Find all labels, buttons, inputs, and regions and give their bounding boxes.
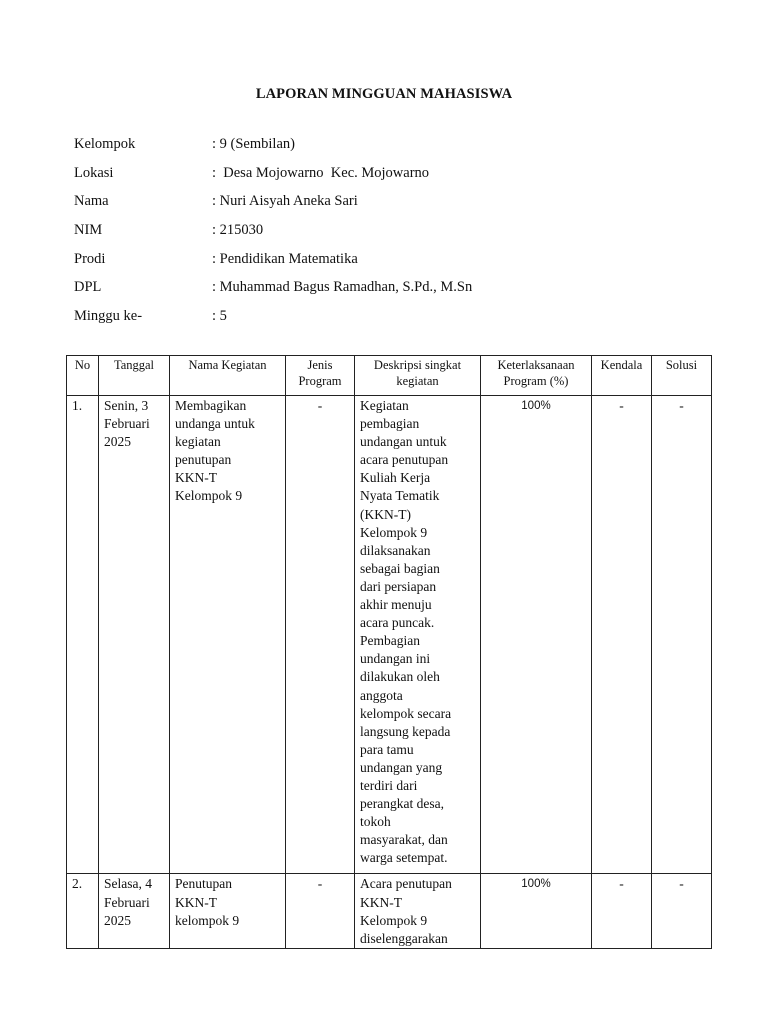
info-label: Prodi xyxy=(74,250,106,267)
info-value: : 5 xyxy=(212,308,227,325)
cell-line: Pembagian xyxy=(360,633,420,649)
cell-line: (KKN-T) xyxy=(360,506,411,522)
info-row-prodi xyxy=(74,249,694,278)
cell-line: undangan untuk xyxy=(360,434,447,450)
info-value: : Nuri Aisyah Aneka Sari xyxy=(212,193,358,210)
cell-line: Acara penutupan xyxy=(360,876,452,892)
cell-keterlaksanaan: 100% xyxy=(481,874,592,948)
cell-deskripsi xyxy=(355,396,481,874)
cell-line: warga setempat. xyxy=(360,850,448,866)
cell-line: Selasa, 4 xyxy=(104,876,152,892)
student-info xyxy=(74,134,694,335)
header-line: Keterlaksanaan xyxy=(497,358,575,372)
cell-line: acara puncak. xyxy=(360,615,435,631)
cell-line: Februari xyxy=(104,894,150,910)
info-row-lokasi xyxy=(74,163,694,192)
info-value: : Pendidikan Matematika xyxy=(212,250,358,267)
cell-line: penutupan xyxy=(175,452,232,468)
info-row-nama xyxy=(74,191,694,220)
cell-line: Senin, 3 xyxy=(104,398,149,413)
cell-solusi: - xyxy=(652,396,712,874)
header-solusi: Solusi xyxy=(652,356,712,396)
cell-line: Februari xyxy=(104,416,150,432)
cell-line: tokoh xyxy=(360,814,391,830)
cell-tanggal xyxy=(99,396,170,874)
header-deskripsi xyxy=(355,356,481,396)
header-line: Program xyxy=(298,374,342,388)
header-line: Program (%) xyxy=(503,374,569,388)
header-kendala: Kendala xyxy=(592,356,652,396)
cell-line: 2025 xyxy=(104,434,131,450)
cell-line: dilakukan oleh xyxy=(360,669,440,685)
cell-deskripsi xyxy=(355,874,481,948)
cell-line: perangkat desa, xyxy=(360,796,444,812)
info-value: : 215030 xyxy=(212,222,264,239)
header-nama-kegiatan: Nama Kegiatan xyxy=(170,356,286,396)
info-value: : Desa Mojowarno Kec. Mojowarno xyxy=(212,164,430,181)
table-row xyxy=(67,396,712,874)
header-tanggal: Tanggal xyxy=(99,356,170,396)
info-label: DPL xyxy=(74,279,102,296)
cell-line: langsung kepada xyxy=(360,723,451,739)
cell-line: akhir menuju xyxy=(360,597,432,613)
cell-line: acara penutupan xyxy=(360,452,449,468)
cell-no: 1. xyxy=(67,396,99,874)
cell-line: 2025 xyxy=(104,912,131,928)
cell-solusi: - xyxy=(652,874,712,948)
cell-line: anggota xyxy=(360,687,403,703)
cell-line: para tamu xyxy=(360,741,414,757)
info-row-dpl xyxy=(74,277,694,306)
header-line: kegiatan xyxy=(396,374,439,388)
table-body xyxy=(67,396,712,949)
cell-line: dari persiapan xyxy=(360,578,437,594)
cell-kendala: - xyxy=(592,874,652,948)
cell-line: kegiatan xyxy=(175,434,221,450)
cell-nama-kegiatan xyxy=(170,396,286,874)
cell-line: dilaksanakan xyxy=(360,542,431,558)
cell-line: diselenggarakan xyxy=(360,930,448,946)
cell-line: masyarakat, dan xyxy=(360,832,448,848)
table-header-row xyxy=(67,356,712,396)
cell-line: KKN-T xyxy=(360,894,402,910)
header-line: Deskripsi singkat xyxy=(373,358,462,372)
table-row xyxy=(67,874,712,948)
cell-line: KKN-T xyxy=(175,894,217,910)
cell-line: kelompok secara xyxy=(360,705,452,721)
header-line: Jenis xyxy=(307,358,333,372)
cell-line: Kelompok 9 xyxy=(360,524,428,540)
cell-jenis-program: - xyxy=(286,396,355,874)
cell-line: Membagikan xyxy=(175,398,247,413)
cell-line: KKN-T xyxy=(175,470,217,486)
header-no: No xyxy=(67,356,99,396)
info-value: : Muhammad Bagus Ramadhan, S.Pd., M.Sn xyxy=(212,279,473,296)
document-title: LAPORAN MINGGUAN MAHASISWA xyxy=(255,86,513,102)
cell-line: pembagian xyxy=(360,416,420,432)
info-label: Lokasi xyxy=(74,164,114,181)
cell-line: terdiri dari xyxy=(360,777,418,793)
cell-nama-kegiatan xyxy=(170,874,286,948)
cell-line: kelompok 9 xyxy=(175,912,240,928)
cell-tanggal xyxy=(99,874,170,948)
info-row-nim xyxy=(74,220,694,249)
cell-line: undanga untuk xyxy=(175,416,255,432)
info-label: NIM xyxy=(74,222,103,239)
cell-line: Nyata Tematik xyxy=(360,488,440,504)
info-row-kelompok xyxy=(74,134,694,163)
cell-line: Kelompok 9 xyxy=(175,488,243,504)
cell-line: Kegiatan xyxy=(360,398,409,413)
info-value: : 9 (Sembilan) xyxy=(212,136,295,152)
cell-line: Penutupan xyxy=(175,876,232,892)
header-jenis-program xyxy=(286,356,355,396)
cell-jenis-program: - xyxy=(286,874,355,948)
cell-line: undangan ini xyxy=(360,651,431,667)
cell-line: Kuliah Kerja xyxy=(360,470,431,486)
info-label: Kelompok xyxy=(74,136,136,152)
info-label: Nama xyxy=(74,193,109,210)
cell-no: 2. xyxy=(67,874,99,948)
header-keterlaksanaan xyxy=(481,356,592,396)
cell-line: Kelompok 9 xyxy=(360,912,428,928)
cell-line: sebagai bagian xyxy=(360,560,440,576)
activity-table xyxy=(66,355,712,949)
cell-keterlaksanaan: 100% xyxy=(481,396,592,874)
info-row-minggu xyxy=(74,306,694,335)
cell-kendala: - xyxy=(592,396,652,874)
cell-line: undangan yang xyxy=(360,759,443,775)
info-label: Minggu ke- xyxy=(74,308,143,325)
